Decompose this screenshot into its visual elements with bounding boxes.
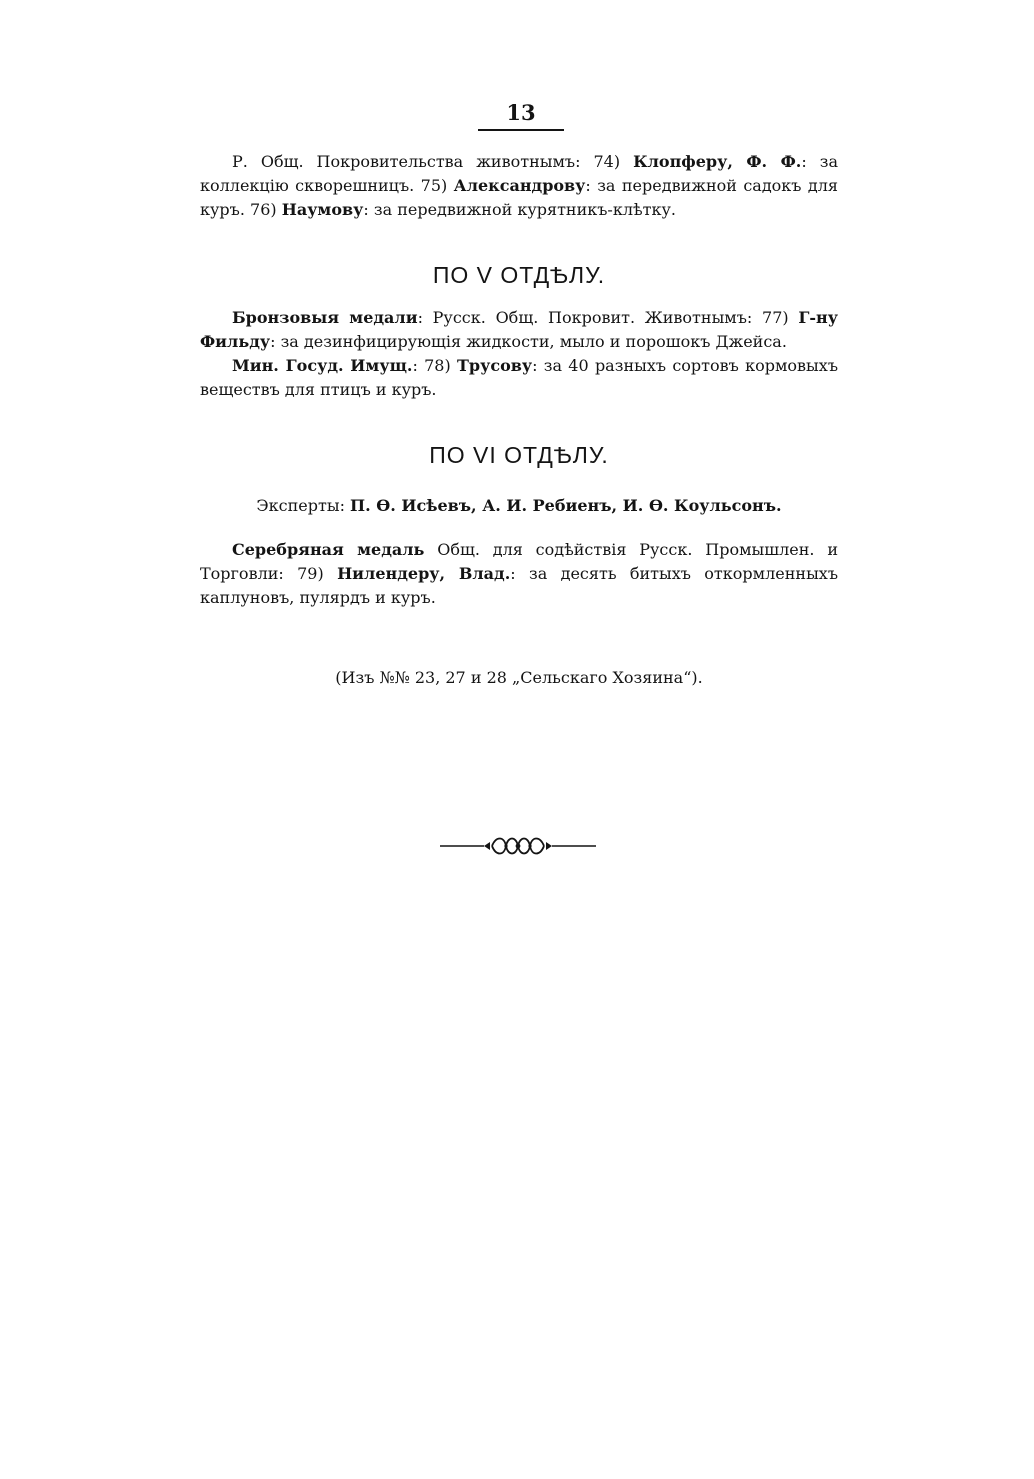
- paragraph-ministry: [200, 354, 838, 402]
- source-note: (Изъ №№ 23, 27 и 28 „Сельскаго Хозяина“).: [335, 668, 703, 687]
- text-run: : за 40 разныхъ сортовъ кормовыхъ веществъ для птицъ и куръ.: [200, 356, 838, 399]
- award-label: Бронзовыя медали: [232, 308, 418, 327]
- awardee-name: Клопферу, Ф. Ф.: [633, 152, 802, 171]
- paragraph-bronze-medals: [200, 306, 838, 354]
- text-run: : Русск. Общ. Покровит. Животнымъ: 77): [417, 308, 799, 327]
- page-number: 13: [478, 100, 564, 131]
- text-run: : за дезинфицирующія жидкости, мыло и порошокъ Джейса.: [270, 332, 787, 351]
- text-run: Общ. для содѣйствія Русск. Промышлен. и Торговли: 79): [200, 540, 838, 583]
- awardee-name: Г-ну Фильду: [200, 308, 838, 351]
- experts-line: [200, 494, 838, 518]
- awardee-name: Александрову: [453, 176, 586, 195]
- text-run: : за коллекцію скворешницъ. 75): [200, 152, 839, 195]
- text-run: Р. Общ. Покровительства животнымъ: 74): [232, 152, 634, 171]
- text-run: : за передвижной садокъ для куръ. 76): [200, 176, 838, 219]
- text-run: : за передвижной курятникъ-клѣтку.: [363, 200, 676, 219]
- awardee-name: Нилендеру, Влад.: [337, 564, 511, 583]
- section-heading-6: ПО VI ОТДѢЛУ.: [429, 442, 609, 468]
- section-6-body: [200, 538, 838, 610]
- awardee-name: Наумову: [281, 200, 364, 219]
- decorative-divider-icon: [440, 832, 596, 860]
- text-run: : 78): [412, 356, 457, 375]
- text-run: : за десять битыхъ откормленныхъ каплуновъ, пулярдъ и куръ.: [200, 564, 839, 607]
- award-label: Серебряная медаль: [232, 540, 425, 559]
- section-5-body: [200, 306, 838, 402]
- awardee-name: Трусову: [457, 356, 533, 375]
- award-label: Мин. Госуд. Имущ.: [232, 356, 413, 375]
- paragraph-silver-medal: [200, 538, 838, 610]
- experts-label: Эксперты:: [256, 496, 351, 515]
- experts-names: П. Ѳ. Исѣевъ, А. И. Ребиенъ, И. Ѳ. Коульсонъ.: [350, 496, 782, 515]
- paragraph-animal-protection: [200, 150, 838, 222]
- section-heading-5: ПО V ОТДѢЛУ.: [432, 262, 606, 288]
